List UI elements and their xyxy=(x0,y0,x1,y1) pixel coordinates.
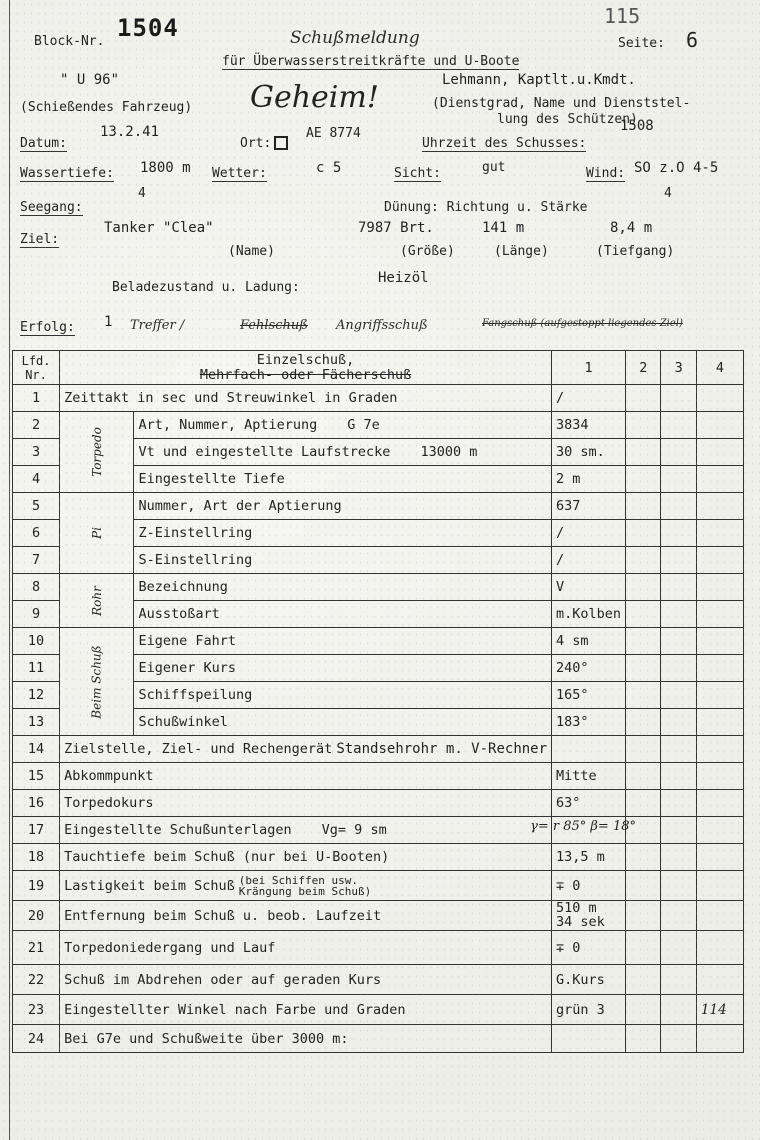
value-col-1: 30 sm. xyxy=(556,444,605,460)
value-cell-col-3 xyxy=(661,628,696,655)
result-coupdegrace-struck: Fangschuß (aufgestoppt liegendes Ziel) xyxy=(482,318,683,329)
value-cell-col-4 xyxy=(696,901,743,931)
row-label-cell xyxy=(134,547,552,574)
value-cell-col-1 xyxy=(552,385,626,412)
group-label-text: Torpedo xyxy=(89,427,104,477)
commander-value: Lehmann, Kaptlt.u.Kmdt. xyxy=(442,72,636,88)
swell-value: 4 xyxy=(664,186,672,201)
row-label-cell xyxy=(134,412,552,439)
value-cell-col-4 xyxy=(696,844,743,871)
value-col-1: V xyxy=(556,579,565,595)
row-number: 5 xyxy=(13,493,60,520)
vessel-label: (Schießendes Fahrzeug) xyxy=(20,100,193,115)
value-cell-col-2 xyxy=(626,736,661,763)
row-label: Schuß im Abdrehen oder auf geraden Kurs xyxy=(64,971,382,988)
row-number: 4 xyxy=(13,466,60,493)
table-row xyxy=(13,574,744,601)
table-row xyxy=(13,628,744,655)
value-cell-col-1 xyxy=(552,790,626,817)
value-cell-col-4 xyxy=(696,655,743,682)
row-label-cell xyxy=(134,493,552,520)
commander-label-1: (Dienstgrad, Name und Dienststel- xyxy=(432,96,691,111)
value-col-1: 13,5 m xyxy=(556,849,605,865)
value-cell-col-4 xyxy=(696,385,743,412)
row-label: Tauchtiefe beim Schuß (nur bei U-Booten) xyxy=(64,849,390,865)
target-length-caption: (Länge) xyxy=(494,244,549,259)
value-cell-col-3 xyxy=(661,901,696,931)
value-cell-col-1 xyxy=(552,601,626,628)
form-subtitle: für Überwasserstreitkräfte und U-Boote xyxy=(222,54,520,69)
table-row xyxy=(13,790,744,817)
row-number: 17 xyxy=(13,817,60,844)
binding-edge-line xyxy=(9,0,10,1140)
value-cell-col-3 xyxy=(661,709,696,736)
value-cell-col-1 xyxy=(552,655,626,682)
value-cell-col-3 xyxy=(661,790,696,817)
row-number: 8 xyxy=(13,574,60,601)
row-label: Ausstoßart xyxy=(138,606,220,622)
block-label: Block-Nr. xyxy=(34,34,105,49)
row-number: 7 xyxy=(13,547,60,574)
table-row xyxy=(13,1025,744,1053)
group-label-rohr xyxy=(60,574,134,628)
value-cell-col-2 xyxy=(626,493,661,520)
value-cell-col-1 xyxy=(552,682,626,709)
row-label-cell xyxy=(134,655,552,682)
row-label-cell xyxy=(60,790,552,817)
target-draft-caption: (Tiefgang) xyxy=(596,244,675,259)
time-value: 1508 xyxy=(620,118,654,134)
value-cell-col-1 xyxy=(552,844,626,871)
value-cell-col-4 xyxy=(696,574,743,601)
row-label: Z-Einstellring xyxy=(138,525,253,541)
value-cell-col-1 xyxy=(552,901,626,931)
value-cell-col-3 xyxy=(661,871,696,901)
table-row xyxy=(13,817,744,844)
row-label-cell xyxy=(134,682,552,709)
row-number: 24 xyxy=(13,1025,60,1053)
value-col-1: 2 m xyxy=(556,471,581,487)
row-number: 14 xyxy=(13,736,60,763)
secret-stamp: Geheim! xyxy=(250,80,379,115)
row-label: Torpedoniedergang und Lauf xyxy=(64,939,276,956)
row-label: Abkommpunkt xyxy=(64,768,154,784)
row-number: 6 xyxy=(13,520,60,547)
row-label-cell xyxy=(60,763,552,790)
value-col-4: 114 xyxy=(700,1001,727,1018)
value-cell-col-2 xyxy=(626,682,661,709)
value-cell-col-4 xyxy=(696,817,743,844)
value-cell-col-3 xyxy=(661,995,696,1025)
value-cell-col-4 xyxy=(696,547,743,574)
row-label: Eigener Kurs xyxy=(138,660,237,676)
commander-label-2: lung des Schützen) xyxy=(497,112,638,127)
value-cell-col-4 xyxy=(696,601,743,628)
value-col-1: 637 xyxy=(556,498,581,514)
value-cell-col-4 xyxy=(696,412,743,439)
value-col-1: m.Kolben xyxy=(556,606,622,622)
value-cell-col-2 xyxy=(626,995,661,1025)
value-cell-col-2 xyxy=(626,412,661,439)
row-label-cell xyxy=(134,628,552,655)
value-cell-col-2 xyxy=(626,520,661,547)
row-label: Lastigkeit beim Schuß xyxy=(64,877,235,894)
header-col-1: 1 xyxy=(552,351,626,385)
value-cell-col-4 xyxy=(696,871,743,901)
row-label: Eigene Fahrt xyxy=(138,633,237,649)
row-label: Bezeichnung xyxy=(138,579,228,595)
group-label-text: Beim Schuß xyxy=(89,644,104,719)
row-label: Eingestellte Schußunterlagen xyxy=(64,822,292,838)
result-miss-struck: Fehlschuß xyxy=(240,318,308,333)
value-cell-col-1 xyxy=(552,412,626,439)
value-col-1: Mitte xyxy=(556,768,597,784)
row-extra: Vg= 9 sm xyxy=(321,822,387,838)
value-cell-col-2 xyxy=(626,601,661,628)
value-cell-col-2 xyxy=(626,655,661,682)
value-cell-col-2 xyxy=(626,931,661,965)
shot-report-table xyxy=(12,350,744,1053)
row-label-cell xyxy=(60,736,552,763)
row-label: Bei G7e und Schußweite über 3000 m: xyxy=(64,1030,349,1047)
row-extra: Standsehrohr m. V-Rechner xyxy=(336,741,548,757)
row-label: Eingestellter Winkel nach Farbe und Graden xyxy=(64,1001,406,1018)
group-label-beim xyxy=(60,628,134,736)
value-cell-col-2 xyxy=(626,901,661,931)
place-box-icon xyxy=(274,136,288,150)
value-cell-col-4 xyxy=(696,763,743,790)
value-col-1: ∓ 0 xyxy=(556,939,581,956)
time-label: Uhrzeit des Schusses: xyxy=(422,136,587,151)
place-label: Ort: xyxy=(240,136,272,151)
value-col-1: 510 m 34 sek xyxy=(556,900,605,930)
page-value: 6 xyxy=(686,28,699,52)
weather-value: c 5 xyxy=(316,160,342,176)
row-label: Schiffspeilung xyxy=(138,687,253,703)
value-cell-col-1 xyxy=(552,709,626,736)
value-cell-col-4 xyxy=(696,965,743,995)
value-cell-col-1 xyxy=(552,1025,626,1053)
row-label: S-Einstellring xyxy=(138,552,253,568)
value-cell-col-3 xyxy=(661,736,696,763)
value-cell-col-4 xyxy=(696,520,743,547)
value-cell-col-2 xyxy=(626,763,661,790)
table-row xyxy=(13,412,744,439)
result-hits: Treffer / xyxy=(130,318,185,333)
value-cell-col-4 xyxy=(696,736,743,763)
value-cell-col-3 xyxy=(661,520,696,547)
value-cell-col-1 xyxy=(552,439,626,466)
value-cell-col-3 xyxy=(661,385,696,412)
row-number: 21 xyxy=(13,931,60,965)
value-cell-col-4 xyxy=(696,931,743,965)
value-cell-col-2 xyxy=(626,871,661,901)
row-label: Entfernung beim Schuß u. beob. Laufzeit xyxy=(64,907,382,924)
row-label-cell xyxy=(134,709,552,736)
target-label: Ziel: xyxy=(20,232,60,247)
table-row xyxy=(13,965,744,995)
value-cell-col-2 xyxy=(626,466,661,493)
value-col-1: / xyxy=(556,390,565,406)
table-row xyxy=(13,995,744,1025)
value-cell-col-4 xyxy=(696,790,743,817)
weather-label: Wetter: xyxy=(212,166,267,181)
value-cell-col-1 xyxy=(552,628,626,655)
cargo-label: Beladezustand u. Ladung: xyxy=(112,280,300,295)
row-label-cell xyxy=(60,871,552,901)
row-label-cell xyxy=(60,901,552,931)
value-col-1: G.Kurs xyxy=(556,971,605,988)
row-label: Nummer, Art der Aptierung xyxy=(138,498,342,514)
row-number: 2 xyxy=(13,412,60,439)
table-row xyxy=(13,901,744,931)
row-number: 13 xyxy=(13,709,60,736)
header-title-struck: Mehrfach- oder Fächerschuß xyxy=(199,366,412,383)
row-label-cell xyxy=(60,995,552,1025)
value-cell-col-2 xyxy=(626,547,661,574)
value-cell-col-2 xyxy=(626,1025,661,1053)
value-cell-col-2 xyxy=(626,628,661,655)
row-extra-angles: γ= r 85° β= 18° xyxy=(530,819,636,834)
row-label-cell xyxy=(134,439,552,466)
value-cell-col-1 xyxy=(552,763,626,790)
depth-value: 1800 m xyxy=(140,160,191,176)
row-label: Zeittakt in sec und Streuwinkel in Graden xyxy=(64,390,398,406)
row-number: 10 xyxy=(13,628,60,655)
row-number: 9 xyxy=(13,601,60,628)
value-cell-col-1 xyxy=(552,547,626,574)
value-col-1: 4 sm xyxy=(556,633,589,649)
value-cell-col-4 xyxy=(696,1025,743,1053)
header-col-3: 3 xyxy=(661,351,696,385)
row-label-cell xyxy=(60,844,552,871)
header-col-2: 2 xyxy=(626,351,661,385)
value-cell-col-3 xyxy=(661,601,696,628)
table-row xyxy=(13,385,744,412)
result-count: 1 xyxy=(104,314,113,330)
depth-label: Wassertiefe: xyxy=(20,166,114,181)
value-col-1: 183° xyxy=(556,714,589,730)
group-label-text: Pi xyxy=(89,527,104,539)
value-cell-col-1 xyxy=(552,520,626,547)
row-label: Art, Nummer, Aptierung xyxy=(138,417,318,433)
wind-value: SO z.O 4-5 xyxy=(634,160,719,176)
block-number: 1504 xyxy=(117,14,179,42)
value-cell-col-3 xyxy=(661,493,696,520)
row-number: 23 xyxy=(13,995,60,1025)
table-row xyxy=(13,931,744,965)
row-number: 3 xyxy=(13,439,60,466)
value-cell-col-1 xyxy=(552,574,626,601)
date-value: 13.2.41 xyxy=(100,124,160,140)
sea-label: Seegang: xyxy=(20,200,83,215)
row-label-cell xyxy=(134,574,552,601)
result-attack: Angriffsschuß xyxy=(336,318,428,333)
sea-value: 4 xyxy=(138,186,146,201)
header-col-4: 4 xyxy=(696,351,743,385)
value-cell-col-4 xyxy=(696,628,743,655)
row-number: 20 xyxy=(13,901,60,931)
value-cell-col-4 xyxy=(696,439,743,466)
table-row xyxy=(13,871,744,901)
table-row xyxy=(13,844,744,871)
target-size: 7987 Brt. xyxy=(358,220,434,236)
value-col-1: 165° xyxy=(556,687,589,703)
page-label: Seite: xyxy=(618,36,665,51)
row-number: 16 xyxy=(13,790,60,817)
value-cell-col-3 xyxy=(661,844,696,871)
row-extra: G 7e xyxy=(347,417,380,433)
row-extra: (bei Schiffen usw. Krängung beim Schuß) xyxy=(238,873,372,898)
value-cell-col-3 xyxy=(661,439,696,466)
row-number: 19 xyxy=(13,871,60,901)
cargo-value: Heizöl xyxy=(378,270,429,286)
target-size-caption: (Größe) xyxy=(400,244,455,259)
value-col-1: / xyxy=(556,552,565,568)
row-label: Torpedokurs xyxy=(64,795,154,811)
target-draft: 8,4 m xyxy=(610,220,653,236)
value-cell-col-2 xyxy=(626,965,661,995)
row-number: 11 xyxy=(13,655,60,682)
value-cell-col-4 xyxy=(696,682,743,709)
value-cell-col-3 xyxy=(661,763,696,790)
row-number: 15 xyxy=(13,763,60,790)
row-label-cell xyxy=(134,466,552,493)
visibility-value: gut xyxy=(482,160,506,175)
value-cell-col-2 xyxy=(626,385,661,412)
value-col-1: 3834 xyxy=(556,417,589,433)
row-label: Zielstelle, Ziel- und Rechengerät xyxy=(64,741,333,757)
value-col-1: / xyxy=(556,525,565,541)
target-name: Tanker "Clea" xyxy=(104,220,214,236)
value-cell-col-3 xyxy=(661,1025,696,1053)
table-row xyxy=(13,763,744,790)
value-cell-col-3 xyxy=(661,655,696,682)
row-label-cell xyxy=(60,1025,552,1053)
value-cell-col-1 xyxy=(552,466,626,493)
value-cell-col-2 xyxy=(626,844,661,871)
table-header-row xyxy=(13,351,744,385)
row-number: 1 xyxy=(13,385,60,412)
row-label-cell xyxy=(134,601,552,628)
row-label-cell xyxy=(60,817,636,844)
vessel-value: " U 96" xyxy=(60,72,120,88)
value-cell-col-1 xyxy=(552,965,626,995)
place-value: AE 8774 xyxy=(306,126,361,141)
group-label-pi xyxy=(60,493,134,574)
row-extra: 13000 m xyxy=(420,444,478,460)
row-label: Schußwinkel xyxy=(138,714,228,730)
value-cell-col-4 xyxy=(696,493,743,520)
page-top-number: 115 xyxy=(604,4,641,28)
value-cell-col-2 xyxy=(626,790,661,817)
table-row xyxy=(13,736,744,763)
swell-label: Dünung: Richtung u. Stärke xyxy=(384,200,588,215)
row-number: 12 xyxy=(13,682,60,709)
value-cell-col-3 xyxy=(661,547,696,574)
value-cell-col-1 xyxy=(552,493,626,520)
header-lfd-nr: Lfd. Nr. xyxy=(13,351,60,385)
value-cell-col-2 xyxy=(626,574,661,601)
group-label-text: Rohr xyxy=(89,585,104,616)
value-cell-col-4 xyxy=(696,995,743,1025)
target-name-caption: (Name) xyxy=(228,244,275,259)
value-cell-col-3 xyxy=(661,817,696,844)
value-cell-col-4 xyxy=(696,466,743,493)
row-label-cell xyxy=(60,965,552,995)
header-title-cell xyxy=(60,351,552,385)
value-cell-col-2 xyxy=(626,709,661,736)
value-cell-col-4 xyxy=(696,709,743,736)
row-label-cell xyxy=(60,931,552,965)
table-row xyxy=(13,493,744,520)
value-cell-col-3 xyxy=(661,412,696,439)
value-col-1: 63° xyxy=(556,795,581,811)
value-cell-col-3 xyxy=(661,466,696,493)
form-title: Schußmeldung xyxy=(290,28,420,48)
value-cell-col-1 xyxy=(552,871,626,901)
value-col-1: grün 3 xyxy=(556,1001,605,1018)
date-label: Datum: xyxy=(20,136,67,151)
target-length: 141 m xyxy=(482,220,525,236)
value-cell-col-1 xyxy=(552,995,626,1025)
row-number: 22 xyxy=(13,965,60,995)
visibility-label: Sicht: xyxy=(394,166,441,181)
value-cell-col-3 xyxy=(661,682,696,709)
result-label: Erfolg: xyxy=(20,320,75,335)
row-label: Eingestellte Tiefe xyxy=(138,471,285,487)
value-cell-col-2 xyxy=(626,439,661,466)
row-label-cell xyxy=(134,520,552,547)
row-label: Vt und eingestellte Laufstrecke xyxy=(138,444,391,460)
value-cell-col-3 xyxy=(661,965,696,995)
value-cell-col-3 xyxy=(661,574,696,601)
row-number: 18 xyxy=(13,844,60,871)
value-cell-col-1 xyxy=(552,736,626,763)
group-label-torpedo xyxy=(60,412,134,493)
header-title: Einzelschuß, xyxy=(256,351,355,368)
wind-label: Wind: xyxy=(586,166,626,181)
row-label-cell xyxy=(60,385,552,412)
value-cell-col-3 xyxy=(661,931,696,965)
value-cell-col-1 xyxy=(552,931,626,965)
value-col-1: ∓ 0 xyxy=(556,877,581,894)
value-col-1: 240° xyxy=(556,660,589,676)
